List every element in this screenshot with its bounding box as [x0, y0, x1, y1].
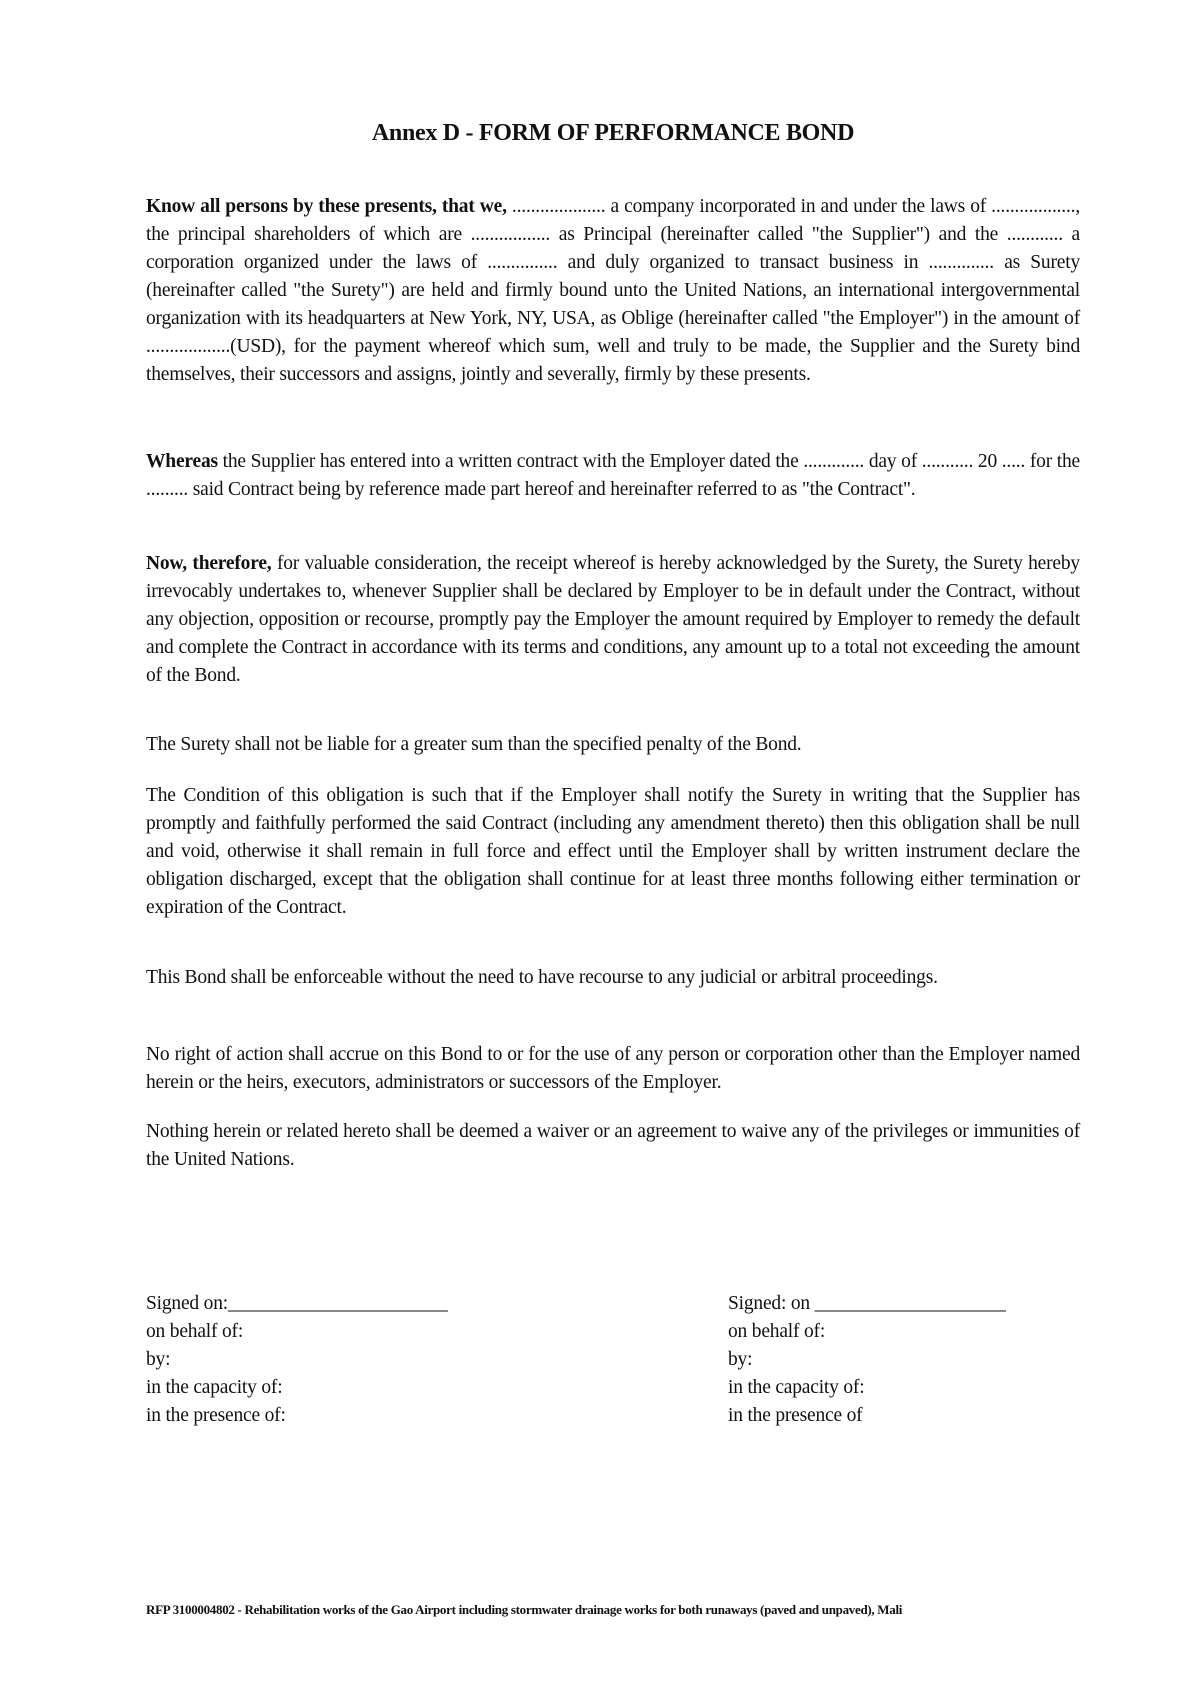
capacity-label: in the capacity of:	[146, 1377, 283, 1398]
paragraph-no-right-of-action	[146, 1041, 1080, 1097]
paragraph-text: The Surety shall not be liable for a greater sum than the specified penalty of the Bond.	[146, 734, 802, 755]
paragraph-text: .................... a company incorporated in and under the laws of .................., the principal shareholders of which are ................. as Principal (hereinafter called "the Supplier") and the ............ a corporation organized under the laws of ............... and duly organized to transact business in .............. as Surety (hereinafter called "the Surety") are held and firmly bound unto the United Nations, an international intergovernmental organization with its headquarters at New York, NY, USA, as Oblige (hereinafter called "the Employer") in the amount of ..................(USD), for the payment whereof which sum, well and truly to be made, the Supplier and the Surety bind themselves, their successors and assigns, jointly and severally, firmly by these presents.	[146, 196, 1080, 385]
signature-block-left	[146, 1290, 448, 1430]
paragraph-whereas	[146, 448, 1080, 504]
paragraph-lead: Now, therefore,	[146, 553, 272, 574]
on-behalf-of-label: on behalf of:	[728, 1321, 826, 1342]
by-label: by:	[728, 1349, 753, 1370]
paragraph-now-therefore	[146, 550, 1080, 690]
signed-on-field: Signed on:_______________________	[146, 1293, 448, 1314]
paragraph-text: The Condition of this obligation is such that if the Employer shall notify the Surety in writing that the Supplier has promptly and faithfully performed the said Contract (including any amendment thereto) then this obligation shall be null and void, otherwise it shall remain in full force and effect until the Employer shall by written instrument declare the obligation discharged, except that the obligation shall continue for at least three months following either termination or expiration of the Contract.	[146, 785, 1080, 918]
paragraph-surety-liability	[146, 731, 1080, 759]
paragraph-know-all-persons	[146, 193, 1080, 389]
paragraph-text: No right of action shall accrue on this Bond to or for the use of any person or corporation other than the Employer named herein or the heirs, executors, administrators or successors of the Employer.	[146, 1044, 1080, 1093]
paragraph-text: for valuable consideration, the receipt whereof is hereby acknowledged by the Surety, the Surety hereby irrevocably undertakes to, whenever Supplier shall be declared by Employer to be in default under the Contract, without any objection, opposition or recourse, promptly pay the Employer the amount required by Employer to remedy the default and complete the Contract in accordance with its terms and conditions, any amount up to a total not exceeding the amount of the Bond.	[146, 553, 1080, 686]
capacity-label: in the capacity of:	[728, 1377, 865, 1398]
paragraph-lead: Whereas	[146, 451, 218, 472]
page-footer: RFP 3100004802 - Rehabilitation works of the Gao Airport including stormwater drainage works for both runaways (paved and unpaved), Mali	[146, 1602, 903, 1617]
presence-label: in the presence of:	[146, 1405, 286, 1426]
paragraph-text: Nothing herein or related hereto shall be deemed a waiver or an agreement to waive any of the privileges or immunities of the United Nations.	[146, 1121, 1080, 1170]
paragraph-text: the Supplier has entered into a written contract with the Employer dated the ............. day of ........... 20 ..... for the ......... said Contract being by reference made part hereof and hereinafter referred to as "the Contract".	[146, 451, 1080, 500]
by-label: by:	[146, 1349, 171, 1370]
on-behalf-of-label: on behalf of:	[146, 1321, 244, 1342]
paragraph-immunities	[146, 1118, 1080, 1174]
paragraph-lead: Know all persons by these presents, that we,	[146, 196, 507, 217]
signature-block-right	[728, 1290, 1006, 1430]
presence-label: in the presence of	[728, 1405, 863, 1426]
paragraph-enforceable	[146, 964, 1080, 992]
paragraph-condition	[146, 782, 1080, 922]
paragraph-text: This Bond shall be enforceable without the need to have recourse to any judicial or arbitral proceedings.	[146, 967, 938, 988]
signed-on-field: Signed: on ____________________	[728, 1293, 1006, 1314]
document-title: Annex D - FORM OF PERFORMANCE BOND	[371, 120, 855, 146]
